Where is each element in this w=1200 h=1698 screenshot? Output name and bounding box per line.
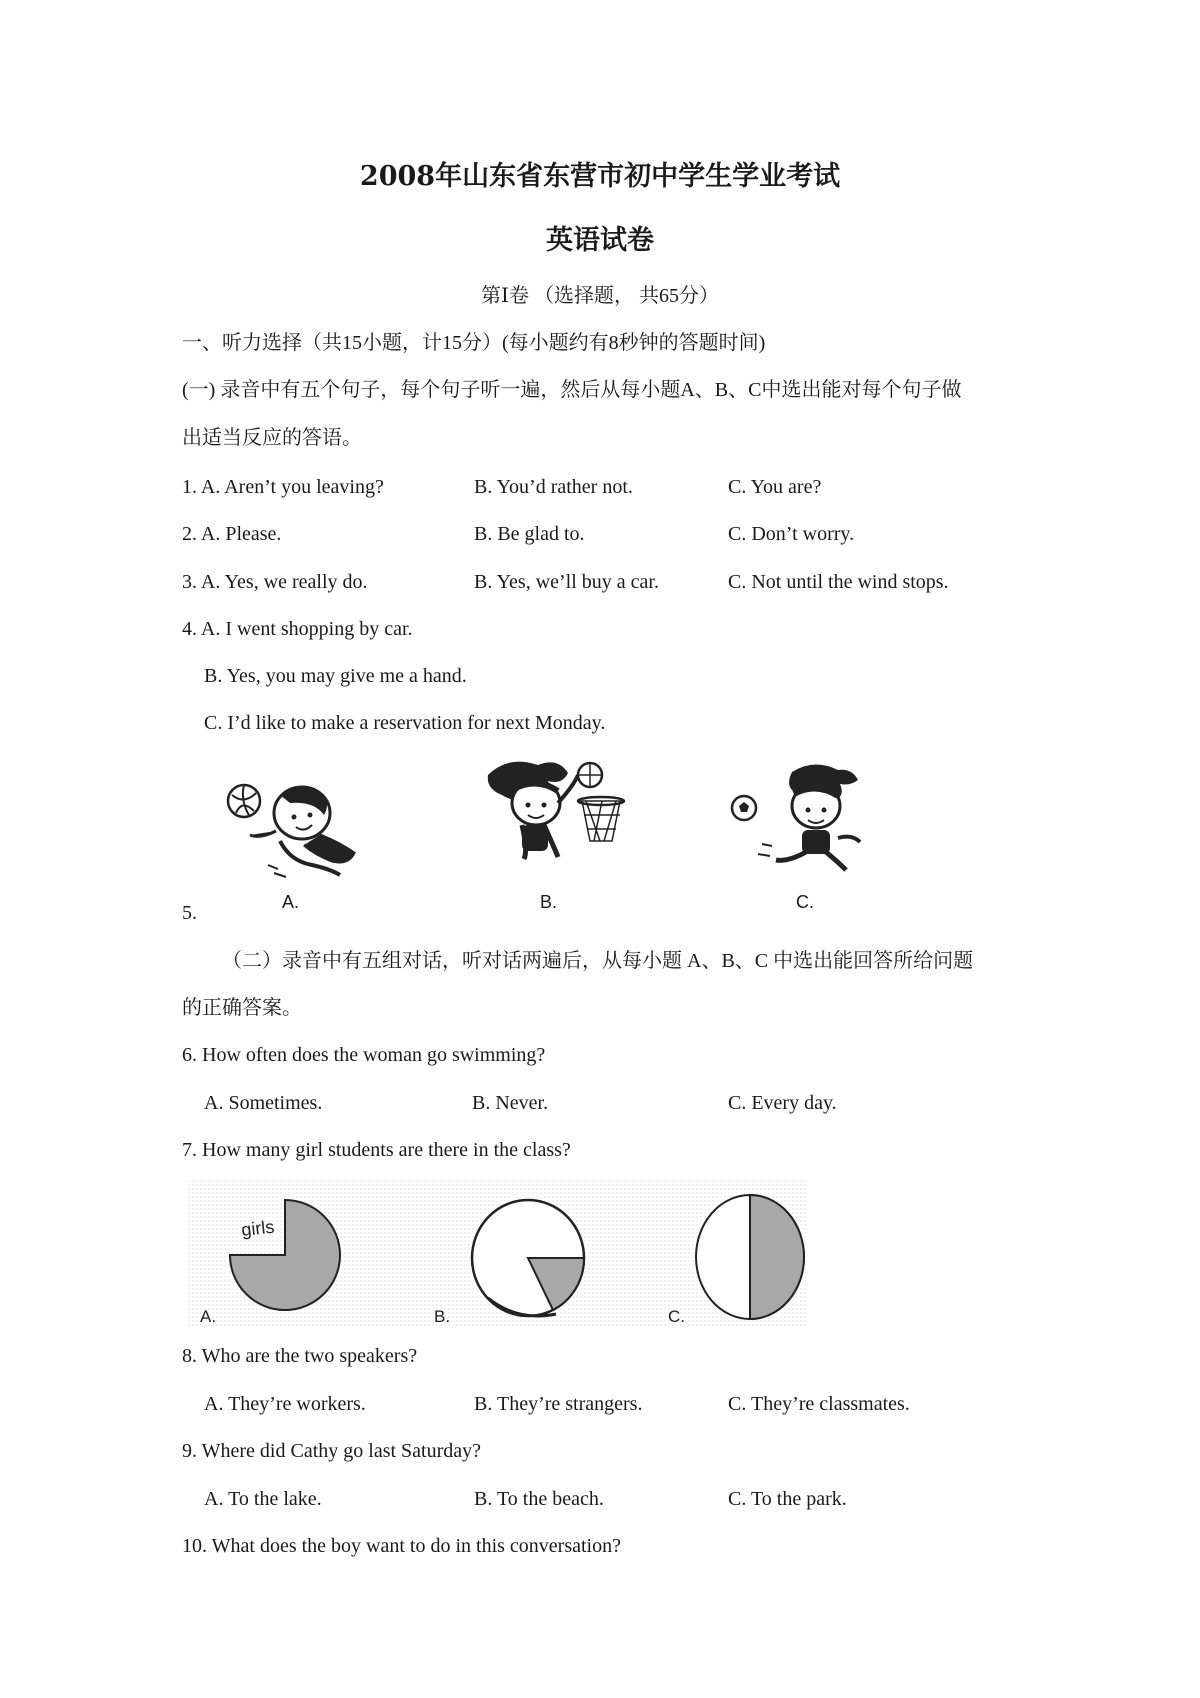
q4-option-a: 4. A. I went shopping by car.: [182, 618, 413, 640]
q9-option-c: C. To the park.: [728, 1488, 847, 1510]
part1-instruction-line1: (一) 录音中有五个句子，每个句子听一遍，然后从每小题A、B、C中选出能对每个句子做: [182, 379, 962, 401]
q1-option-a: 1. A. Aren’t you leaving?: [182, 476, 384, 498]
q9-stem: 9. Where did Cathy go last Saturday?: [182, 1440, 482, 1462]
q4-option-b: B. Yes, you may give me a hand.: [204, 665, 467, 687]
q10-stem: 10. What does the boy want to do in this conversation?: [182, 1535, 621, 1557]
q5-label-c: C.: [796, 892, 814, 912]
q7-label-b: B.: [434, 1307, 451, 1326]
q9-option-a: A. To the lake.: [204, 1488, 322, 1510]
q6-option-c: C. Every day.: [728, 1092, 837, 1114]
part1-instruction-line2: 出适当反应的答语。: [182, 427, 362, 449]
q3-option-c: C. Not until the wind stops.: [728, 571, 949, 593]
mascot-volleyball-image: [220, 765, 370, 885]
mascot-football-image: [722, 758, 872, 883]
exam-subtitle: 英语试卷: [546, 225, 654, 256]
mascot-basketball-image: [478, 755, 648, 880]
q2-option-b: B. Be glad to.: [474, 523, 585, 545]
q1-option-b: B. You’d rather not.: [474, 476, 633, 498]
exam-title: 2008年山东省东营市初中学生学业考试: [359, 161, 841, 192]
q5-label-b: B.: [540, 892, 558, 912]
q6-option-a: A. Sometimes.: [204, 1092, 323, 1114]
q8-option-b: B. They’re strangers.: [474, 1393, 643, 1415]
part2-instruction-line2: 的正确答案。: [182, 997, 302, 1019]
q8-option-a: A. They’re workers.: [204, 1393, 366, 1415]
q8-stem: 8. Who are the two speakers?: [182, 1345, 418, 1367]
q3-option-a: 3. A. Yes, we really do.: [182, 571, 368, 593]
q7-pie-charts: [188, 1180, 808, 1328]
q2-option-c: C. Don’t worry.: [728, 523, 855, 545]
q6-option-b: B. Never.: [472, 1092, 549, 1114]
q3-option-b: B. Yes, we’ll buy a car.: [474, 571, 659, 593]
q7-stem: 7. How many girl students are there in the class?: [182, 1139, 571, 1161]
volume-heading: 第Ⅰ卷 （选择题， 共65分）: [481, 285, 719, 307]
part2-instruction-line1: （二）录音中有五组对话，听对话两遍后，从每小题 A、B、C 中选出能回答所给问题: [222, 950, 974, 972]
q7-pie-a-label: girls: [240, 1216, 276, 1240]
q5-label-a: A.: [282, 892, 300, 912]
q4-option-c: C. I’d like to make a reservation for next Monday.: [204, 712, 606, 734]
section-heading: 一、听力选择（共15小题，计15分）(每小题约有8秒钟的答题时间): [182, 332, 766, 354]
q2-option-a: 2. A. Please.: [182, 523, 282, 545]
q6-stem: 6. How often does the woman go swimming?: [182, 1044, 546, 1066]
q1-option-c: C. You are?: [728, 476, 822, 498]
q9-option-b: B. To the beach.: [474, 1488, 604, 1510]
q7-label-c: C.: [668, 1307, 685, 1326]
q5-number: 5.: [182, 902, 197, 924]
q8-option-c: C. They’re classmates.: [728, 1393, 910, 1415]
q7-label-a: A.: [200, 1307, 217, 1326]
